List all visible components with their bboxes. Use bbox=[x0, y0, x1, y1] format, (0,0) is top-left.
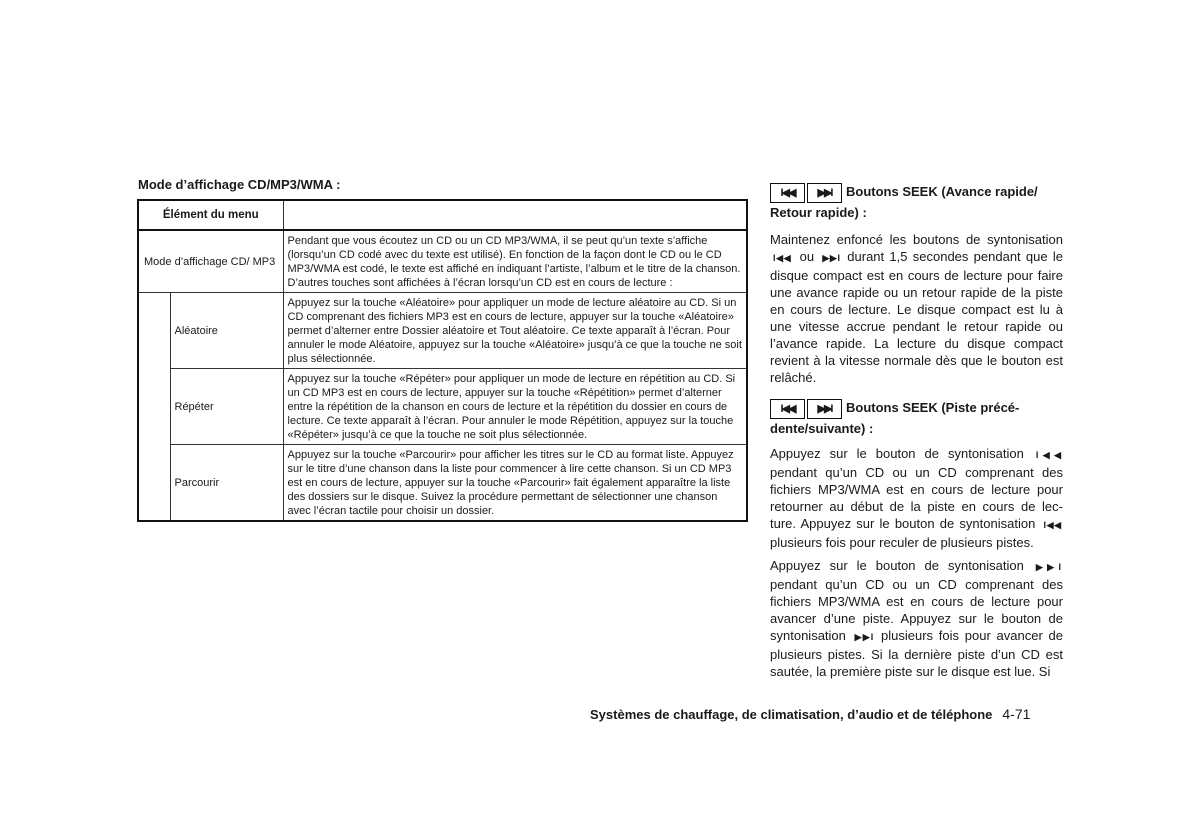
seek-next-icon: ▶▶I bbox=[1035, 562, 1060, 573]
seek-next-icon: ▶▶I bbox=[807, 399, 842, 419]
seek-prev-icon: I◀◀ bbox=[770, 399, 805, 419]
text: ou bbox=[799, 249, 815, 265]
sub-item-label: Parcourir bbox=[170, 445, 283, 522]
seek-prev-icon: I◀◀ bbox=[1043, 520, 1060, 531]
section-title: Mode d’affichage CD/MP3/WMA : bbox=[138, 177, 341, 192]
page-footer bbox=[590, 706, 1030, 722]
table-header-empty bbox=[283, 200, 747, 230]
table-row bbox=[138, 369, 747, 445]
sub-item-label: Répéter bbox=[170, 369, 283, 445]
main-item-description: Pendant que vous écoutez un CD ou un CD MP3/WMA, il se peut qu’un texte s’affiche (lorsqu’un CD codé avec du texte est utilisé). En fonction de la façon dont le CD ou le CD MP3/WMA est codé, le texte est affiché en indiquant l’artiste, l’album et le titre de la chanson. D’autres touches sont affichées à l’écran lorsqu’un CD est en cours de lecture : bbox=[283, 230, 747, 293]
seek-fast-section bbox=[770, 182, 1063, 392]
sub-item-description: Appuyez sur la touche «Parcourir» pour afficher les titres sur le CD au format liste. Appuyez sur le titre d’une chanson dans la liste pour commencer à lire cette chanson. Si un CD MP3 est en cours de lecture, appuyer sur la touche «Parcourir» fait également apparaître la liste des dossiers sur le disque. Suivez la procédure permettant de sélectionner une chanson avec l’écran tactile pour choisir un dossier. bbox=[283, 445, 747, 522]
table-row bbox=[138, 445, 747, 522]
text: Maintenez enfoncé les boutons de syntonisation bbox=[770, 232, 1063, 248]
footer-title: Systèmes de chauffage, de climatisation, d’audio et de téléphone bbox=[590, 707, 993, 722]
seek-keys bbox=[770, 182, 844, 203]
seek-fast-paragraph bbox=[770, 231, 1063, 386]
seek-track-paragraph-1 bbox=[770, 445, 1063, 551]
page-number: 4-71 bbox=[1002, 706, 1031, 722]
seek-next-icon: ▶▶I bbox=[854, 632, 873, 643]
sub-item-description: Appuyez sur la touche «Aléatoire» pour appliquer un mode de lecture aléatoire au CD. Si un CD comprenant des fichiers MP3 est en cours de lecture, appuyer sur la touche «Aléatoire» permet d’alterner entre Dossier aléatoire et Tout aléatoire. Ce texte apparaît à l’écran. Pour annuler le mode Aléatoire, appuyez sur la touche «Aléatoire» jusqu’à ce que la touche ne soit plus sélectionnée. bbox=[283, 293, 747, 369]
seek-track-section bbox=[770, 398, 1063, 686]
seek-next-icon: ▶▶I bbox=[807, 183, 842, 203]
seek-prev-icon: I◀◀ bbox=[1035, 450, 1060, 461]
table-header: Élément du menu bbox=[138, 200, 283, 230]
text: Appuyez sur le bouton de syntonisation bbox=[770, 558, 1024, 574]
indent-cell bbox=[138, 293, 170, 522]
seek-prev-icon: I◀◀ bbox=[773, 253, 792, 264]
seek-track-heading-text: Boutons SEEK (Piste précé- dente/suivante) : bbox=[770, 400, 1020, 437]
table-row bbox=[138, 230, 747, 293]
seek-track-heading bbox=[770, 398, 1063, 439]
table-header-row bbox=[138, 200, 747, 230]
text: plusieurs fois pour avancer de plusieurs pistes. Si la dernière piste d’un CD est sautée, la première piste sur le disque est lue. Si bbox=[770, 628, 1063, 680]
seek-next-icon: ▶▶I bbox=[822, 253, 839, 264]
text: durant 1,5 secondes pendant que le disque compact est en cours de lecture pour faire une avance rapide ou un retour rapide de la piste en cours de lecture. Le disque compact est lu à une vitesse accrue pendant le retour rapide ou l’avance rapide. La lecture du disque compact revient à la vitesse normale dès que le bouton est relâché. bbox=[770, 249, 1063, 386]
seek-prev-icon: I◀◀ bbox=[770, 183, 805, 203]
seek-fast-heading bbox=[770, 182, 1063, 223]
menu-table bbox=[137, 199, 748, 522]
sub-item-label: Aléatoire bbox=[170, 293, 283, 369]
main-item-label: Mode d’affichage CD/ MP3 bbox=[138, 230, 283, 293]
seek-fast-heading-text: Boutons SEEK (Avance rapide/ Retour rapide) : bbox=[770, 184, 1038, 221]
text: pendant qu’un CD ou un CD comprenant des fichiers MP3/WMA est en cours de lecture pour retourner au début de la piste en cours de lec- ture. Appuyez sur le bouton de syntonisation bbox=[770, 465, 1063, 532]
sub-item-description: Appuyez sur la touche «Répéter» pour appliquer un mode de lecture en répétition au CD. Si un CD MP3 est en cours de lecture, appuyer sur la touche «Répétition» permet d’alterner entre la répétition de la chanson en cours de lecture et la répétition du dossier en cours de lecture. Ce texte apparaît à l’écran. Pour annuler le mode Répétition, appuyez sur la touche «Répéter» jusqu’à ce que la touche ne soit plus sélectionnée. bbox=[283, 369, 747, 445]
text: pendant qu’un CD ou un CD comprenant des fichiers MP3/WMA est en cours de lecture pour avancer d’une piste. Appuyez sur le bouton de syntonisation bbox=[770, 577, 1063, 644]
table-row bbox=[138, 293, 747, 369]
text: plusieurs fois pour reculer de plusieurs pistes. bbox=[770, 535, 1034, 551]
text: Appuyez sur le bouton de syntonisation bbox=[770, 446, 1024, 462]
seek-track-paragraph-2 bbox=[770, 557, 1063, 680]
seek-keys bbox=[770, 398, 844, 419]
